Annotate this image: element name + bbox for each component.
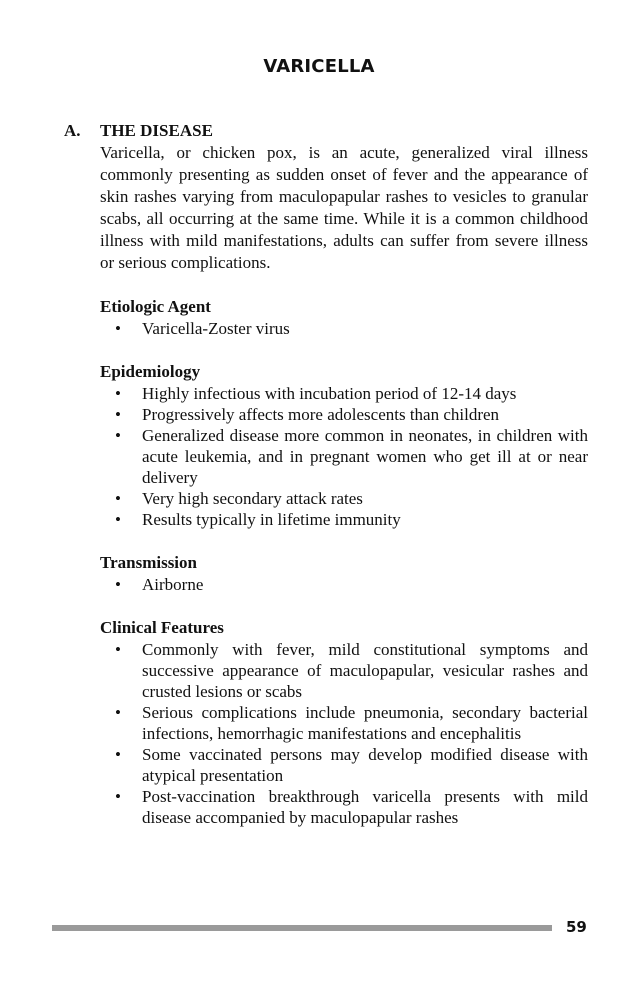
epidemiology-section — [100, 361, 588, 530]
bullet-icon: • — [115, 489, 121, 508]
list-item: • Post-vaccination breakthrough varicella presents with mild disease accompanied by maculopapular rashes — [115, 787, 588, 827]
transmission-list — [100, 574, 588, 595]
list-item: • Results typically in lifetime immunity — [115, 510, 401, 529]
transmission-section — [100, 552, 588, 595]
bullet-icon: • — [115, 405, 121, 424]
disease-description: Varicella, or chicken pox, is an acute, generalized viral illness commonly presenting as sudden onset of fever and the appearance of skin rashes varying from maculopapular rashes to vesicles to granular scabs, all occurring at the same time. While it is a common childhood illness with mild manifestations, adults can suffer from severe illness or serious complications. — [100, 143, 588, 272]
bullet-icon: • — [115, 640, 121, 659]
epidemiology-heading: Epidemiology — [100, 362, 201, 381]
bullet-icon: • — [115, 745, 121, 764]
transmission-heading: Transmission — [100, 553, 197, 572]
bullet-icon: • — [115, 319, 121, 338]
page-title: VARICELLA — [263, 56, 375, 77]
list-item: • Generalized disease more common in neonates, in children with acute leukemia, and in pregnant women who get ill at or near delivery — [115, 426, 588, 487]
list-item: • Airborne — [115, 575, 204, 594]
bullet-icon: • — [115, 426, 121, 445]
section-the-disease — [64, 120, 588, 828]
section-marker: A. — [64, 121, 81, 140]
bullet-icon: • — [115, 575, 121, 594]
bullet-icon: • — [115, 384, 121, 403]
clinical-features-section — [100, 617, 588, 828]
list-item: • Commonly with fever, mild constitutional symptoms and successive appearance of maculopapular, vesicular rashes and crusted lesions or scabs — [115, 640, 588, 701]
page-number: 59 — [566, 918, 587, 936]
list-item: • Very high secondary attack rates — [115, 489, 363, 508]
epidemiology-list — [100, 383, 588, 530]
etiologic-agent-section — [100, 296, 588, 339]
list-item: • Some vaccinated persons may develop modified disease with atypical presentation — [115, 745, 588, 785]
clinical-features-list — [100, 639, 588, 828]
list-item: • Highly infectious with incubation period of 12-14 days — [115, 384, 517, 403]
section-heading — [64, 120, 588, 142]
section-heading-text: THE DISEASE — [100, 121, 213, 140]
etiologic-agent-list — [100, 318, 588, 339]
bullet-icon: • — [115, 787, 121, 806]
list-item: • Serious complications include pneumonia, secondary bacterial infections, hemorrhagic manifestations and encephalitis — [115, 703, 588, 743]
etiologic-agent-heading: Etiologic Agent — [100, 297, 211, 316]
footer-rule — [52, 925, 552, 931]
bullet-icon: • — [115, 703, 121, 722]
bullet-icon: • — [115, 510, 121, 529]
list-item: • Varicella-Zoster virus — [115, 319, 290, 338]
clinical-features-heading: Clinical Features — [100, 618, 224, 637]
list-item: • Progressively affects more adolescents than children — [115, 405, 500, 424]
